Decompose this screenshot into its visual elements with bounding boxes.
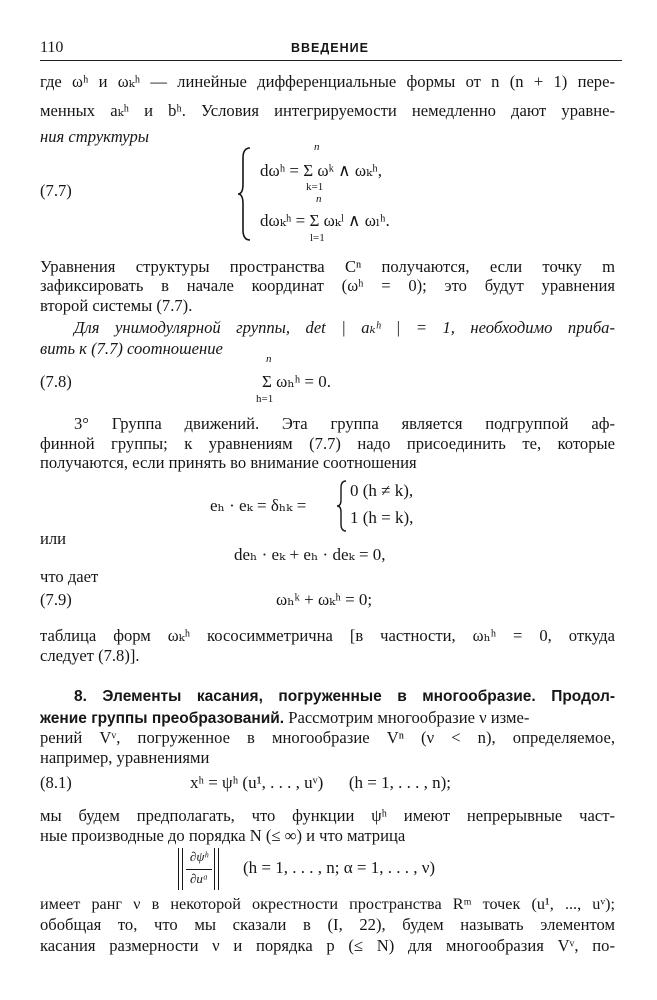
paragraph-2-line-3: второй системы (7.7). bbox=[40, 296, 193, 315]
sum-lower-limit-3: h=1 bbox=[256, 393, 274, 405]
paragraph-6-line-1: мы будем предполагать, что функции ψʰ имеют непрерывные част- bbox=[40, 806, 615, 825]
paragraph-2-line-2: зафиксировать в начале координат (ωʰ = 0); это будут уравнения bbox=[40, 276, 615, 295]
paragraph-1-line-1: где ωʰ и ωₖʰ — линейные дифференциальные формы от n (n + 1) пере- bbox=[40, 72, 615, 91]
word-or: или bbox=[40, 529, 67, 548]
equation-7-7-row-2 bbox=[260, 211, 390, 231]
equation-label-7-9: (7.9) bbox=[40, 590, 72, 609]
section-8-line-4: например, уравнениями bbox=[40, 748, 210, 767]
section-8-line-2-rest: Рассмотрим многообразие ν изме- bbox=[288, 708, 530, 727]
equation-label-7-8: (7.8) bbox=[40, 372, 72, 391]
eq-7-7-row1-text: dωʰ = Σ ωᵏ ∧ ωₖʰ, bbox=[260, 161, 382, 180]
kronecker-lhs: eₕ · eₖ = δₕₖ = bbox=[210, 496, 307, 515]
section-8-heading-line-1: 8. Элементы касания, погруженные в многообразие. Продол- bbox=[74, 688, 615, 705]
equation-8-1: xʰ = ψʰ (u¹, . . . , uᵛ) (h = 1, . . . , n); bbox=[190, 773, 451, 792]
paragraph-5-line-2: следует (7.8)]. bbox=[40, 646, 140, 665]
page-number: 110 bbox=[40, 39, 64, 56]
fraction-bar bbox=[186, 869, 212, 870]
paragraph-3-line-2: вить к (7.7) соотношение bbox=[40, 339, 223, 358]
sum-upper-limit-3: n bbox=[266, 353, 272, 365]
paragraph-7-line-2: обобщая то, что мы сказали в (I, 22), будем называть элементом bbox=[40, 915, 615, 934]
equation-7-9: ωₕᵏ + ωₖʰ = 0; bbox=[276, 590, 373, 609]
paragraph-5-line-1: таблица форм ωₖʰ кососимметрична [в частности, ωₕʰ = 0, откуда bbox=[40, 626, 615, 645]
left-norm-bar bbox=[178, 848, 183, 890]
paragraph-3-line-1: Для унимодулярной группы, det | aₖʰ | = 1, необходимо приба- bbox=[74, 318, 615, 337]
cases-brace bbox=[336, 480, 348, 532]
running-title: ВВЕДЕНИЕ bbox=[291, 41, 369, 55]
paragraph-7-line-1: имеет ранг ν в некоторой окрестности пространства Rᵐ точек (u¹, ..., uᵛ); bbox=[40, 895, 615, 913]
sum-lower-limit-2: l=1 bbox=[310, 232, 325, 244]
matrix-denominator: ∂uᵅ bbox=[189, 871, 209, 886]
left-brace bbox=[237, 146, 253, 242]
paragraph-2-line-1: Уравнения структуры пространства Cⁿ получаются, если точку m bbox=[40, 257, 615, 276]
header-rule bbox=[40, 60, 622, 61]
section-8-heading-line-2: жение группы преобразований. bbox=[40, 710, 285, 727]
right-norm-bar bbox=[214, 848, 219, 890]
equation-7-7-row-1 bbox=[260, 161, 382, 181]
paragraph-4-line-3: получаются, если принять во внимание соотношения bbox=[40, 453, 417, 472]
sum-upper-limit-2: n bbox=[316, 193, 322, 205]
kronecker-case-2: 1 (h = k), bbox=[350, 508, 414, 527]
section-8-line-3: рений Vᵛ, погруженное в многообразие Vⁿ (ν < n), определяемое, bbox=[40, 728, 615, 747]
paragraph-6-line-2: ные производные до порядка N (≤ ∞) и что матрица bbox=[40, 826, 406, 845]
paragraph-1-line-3: ния структуры bbox=[40, 127, 149, 146]
paragraph-4-line-1 bbox=[74, 414, 615, 434]
matrix-conditions: (h = 1, . . . , n; α = 1, . . . , ν) bbox=[243, 858, 436, 877]
equation-label-8-1: (8.1) bbox=[40, 773, 72, 792]
paragraph-1-line-2: менных aₖʰ и bʰ. Условия интегрируемости немедленно дают уравне- bbox=[40, 101, 615, 120]
running-header bbox=[40, 39, 620, 61]
equation-7-8: Σ ωₕʰ = 0. bbox=[262, 372, 331, 391]
sum-lower-limit: k=1 bbox=[306, 181, 324, 193]
equation-differential: deₕ · eₖ + eₕ · deₖ = 0, bbox=[234, 545, 386, 564]
section-8-line-2 bbox=[40, 708, 615, 729]
jacobian-matrix bbox=[178, 848, 216, 892]
sum-upper-limit: n bbox=[314, 141, 320, 153]
paragraph-4-line-2: финной группы; к уравнениям (7.7) надо присоединить те, которые bbox=[40, 434, 615, 453]
equation-label-7-7: (7.7) bbox=[40, 181, 72, 200]
matrix-numerator: ∂ψʰ bbox=[189, 849, 209, 864]
paragraph-4-line-1-text: 3° Группа движений. Эта группа является подгруппой аф- bbox=[74, 414, 615, 433]
kronecker-case-1: 0 (h ≠ k), bbox=[350, 481, 414, 500]
paragraph-7-line-3: касания размерности ν и порядка p (≤ N) для многообразия Vᵛ, по- bbox=[40, 936, 615, 955]
word-gives: что дает bbox=[40, 567, 99, 586]
eq-7-7-row2-text: dωₖʰ = Σ ωₖˡ ∧ ωₗʰ. bbox=[260, 211, 390, 230]
